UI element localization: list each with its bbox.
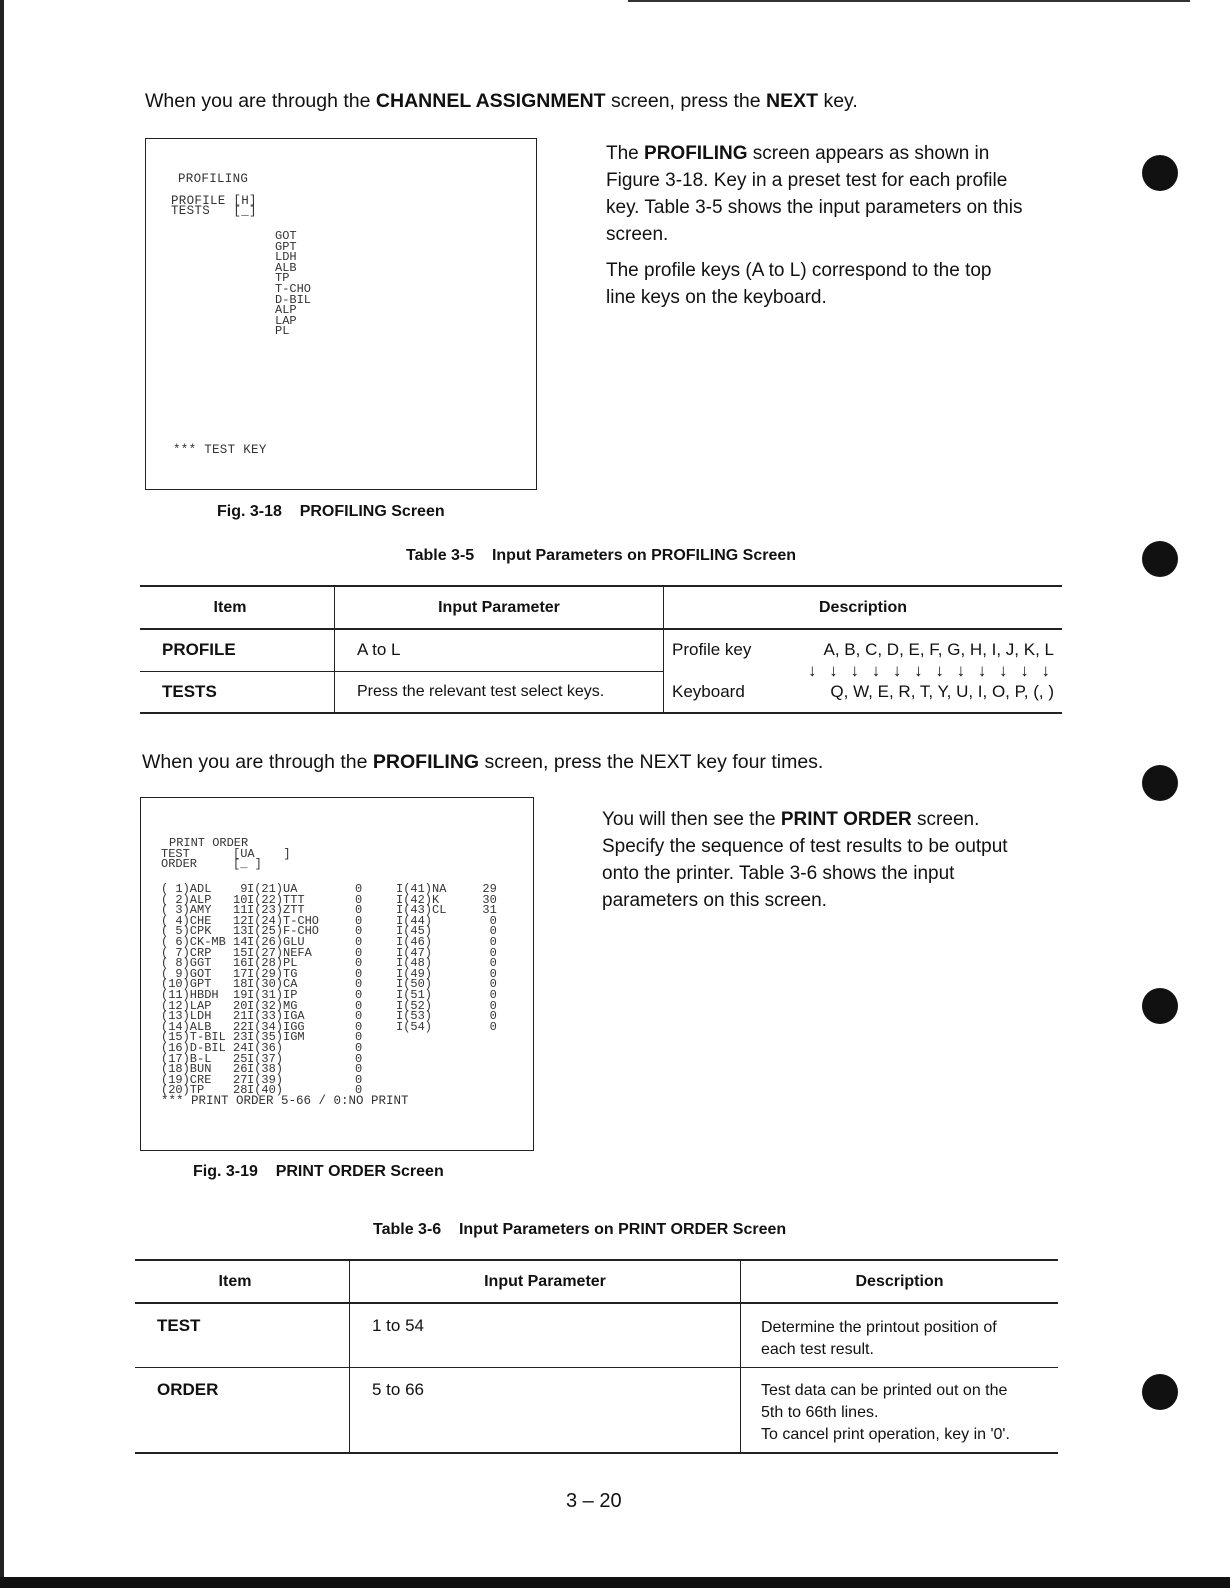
screen-list-item: I(27)NEFA 0 xyxy=(247,945,363,960)
screen-list-item: I(48) 0 xyxy=(396,956,497,971)
screen-list-item: I(50) 0 xyxy=(396,977,497,992)
screen-test-item: GOT xyxy=(275,229,297,243)
screen-list-item: (18)BUN 26 xyxy=(161,1062,248,1077)
screen-list-item: (15)T-BIL 23 xyxy=(161,1030,248,1045)
screen-list-item: I(37) 0 xyxy=(247,1051,363,1066)
left-scan-border xyxy=(0,0,4,1588)
screen-list-item: I(42)K 30 xyxy=(396,892,497,907)
screen-test-item: LAP xyxy=(275,313,297,328)
screen-list-item: I(43)CL 31 xyxy=(396,903,497,918)
screen-list-item: I(29)TG 0 xyxy=(247,966,363,981)
screen-list-item: I(40) 0 xyxy=(247,1083,363,1098)
screen-list-item: ( 5)CPK 13 xyxy=(161,924,248,939)
table36-caption: Table 3-6 Input Parameters on PRINT ORDER Screen xyxy=(373,1221,787,1238)
profiling-description xyxy=(606,140,1026,311)
page-number: 3 – 20 xyxy=(566,1490,622,1512)
keyboard-line: Keyboard Q, W, E, R, T, Y, U, I, O, P, (, ) xyxy=(672,682,1054,701)
item-cell: TESTS xyxy=(140,671,335,713)
screen-list-item: I(52) 0 xyxy=(396,998,497,1013)
screen-list-item: (20)TP 28 xyxy=(161,1083,248,1098)
screen-list-item: I(36) 0 xyxy=(247,1040,363,1055)
item-cell: ORDER xyxy=(135,1367,350,1453)
screen-list-item: (10)GPT 18 xyxy=(161,977,248,992)
screen-list-item: I(33)IGA 0 xyxy=(247,1009,363,1024)
binder-hole-icon xyxy=(1142,155,1178,191)
screen-test-list xyxy=(275,231,311,337)
screen-list-item: I(34)IGG 0 xyxy=(247,1019,363,1034)
screen-list-item: (17)B-L 25 xyxy=(161,1051,248,1066)
screen-profile-field: PROFILE [H] xyxy=(171,194,257,208)
screen-list-item: I(39) 0 xyxy=(247,1072,363,1087)
screen-list-item: I(31)IP 0 xyxy=(247,987,363,1002)
table-3-5 xyxy=(140,585,1062,714)
screen-test-item: PL xyxy=(275,324,290,339)
screen-test-item: D-BIL xyxy=(275,292,312,307)
screen-list-item: ( 6)CK-MB 14 xyxy=(161,934,248,949)
screen-tests-field: TESTS [_] xyxy=(171,204,257,218)
profiling-desc-p1: The PROFILING screen appears as shown in Figure 3-18. Key in a preset test for each profile key. Table 3-5 shows the input parameters on this screen. xyxy=(606,143,1023,245)
screen-test-item: TP xyxy=(275,271,290,286)
header-input-parameter: Input Parameter xyxy=(335,586,664,629)
screen-list-item: I(54) 0 xyxy=(396,1019,497,1034)
top-rule xyxy=(628,0,1190,2)
header-item: Item xyxy=(140,586,335,629)
description-cell: Determine the printout position of each test result. xyxy=(741,1303,1059,1367)
screen-list-item: I(46) 0 xyxy=(396,934,497,949)
screen-title: PROFILING xyxy=(178,172,249,186)
screen-list-item: I(38) 0 xyxy=(247,1062,363,1077)
mapping-arrows: ↓ ↓ ↓ ↓ ↓ ↓ ↓ ↓ ↓ ↓ ↓ ↓ xyxy=(808,661,1054,680)
header-item: Item xyxy=(135,1260,350,1303)
param-cell: Press the relevant test select keys. xyxy=(335,671,664,713)
fig19-caption: Fig. 3-19 PRINT ORDER Screen xyxy=(193,1163,444,1180)
param-cell: 5 to 66 xyxy=(350,1367,741,1453)
table-row xyxy=(135,1367,1058,1453)
screen-list-item: (11)HBDH 19 xyxy=(161,987,248,1002)
item-cell: PROFILE xyxy=(140,629,335,671)
binder-hole-icon xyxy=(1142,541,1178,577)
screen-list-item: ( 7)CRP 15 xyxy=(161,945,248,960)
screen-column-2 xyxy=(247,884,362,1096)
table-header-row xyxy=(135,1260,1058,1303)
screen-test-item: GPT xyxy=(275,239,297,254)
screen-list-item: I(53) 0 xyxy=(396,1009,497,1024)
description-cell xyxy=(664,629,1063,713)
item-cell: TEST xyxy=(135,1303,350,1367)
header-description: Description xyxy=(664,586,1063,629)
table-row xyxy=(140,629,1062,671)
print-order-screen xyxy=(140,797,534,1151)
screen-list-item: I(44) 0 xyxy=(396,913,497,928)
screen-list-item: I(28)PL 0 xyxy=(247,956,363,971)
screen-list-item: I(35)IGM 0 xyxy=(247,1030,363,1045)
screen-list-item: I(45) 0 xyxy=(396,924,497,939)
header-description: Description xyxy=(741,1260,1059,1303)
fig18-caption: Fig. 3-18 PROFILING Screen xyxy=(217,503,445,520)
screen-list-item: I(51) 0 xyxy=(396,987,497,1002)
screen-list-item: ( 2)ALP 10 xyxy=(161,892,248,907)
screen-list-item: I(32)MG 0 xyxy=(247,998,363,1013)
binder-hole-icon xyxy=(1142,765,1178,801)
screen-list-item: ( 3)AMY 11 xyxy=(161,903,248,918)
screen-list-item: I(47) 0 xyxy=(396,945,497,960)
screen-footer: *** PRINT ORDER 5-66 / 0:NO PRINT xyxy=(161,1094,409,1108)
screen-list-item: (12)LAP 20 xyxy=(161,998,248,1013)
screen-footer: *** TEST KEY xyxy=(173,443,267,457)
screen-list-item: (14)ALB 22 xyxy=(161,1019,248,1034)
table-header-row xyxy=(140,586,1062,629)
screen-list-item: I(23)ZTT 0 xyxy=(247,903,363,918)
screen-order-field: ORDER [_ ] xyxy=(161,857,262,872)
param-cell: A to L xyxy=(335,629,664,671)
header-input-parameter: Input Parameter xyxy=(350,1260,741,1303)
screen-list-item: ( 8)GGT 16 xyxy=(161,956,248,971)
profile-key-line: Profile key A, B, C, D, E, F, G, H, I, J, K, L xyxy=(672,640,1054,659)
intro-sentence-2: When you are through the PROFILING screen, press the NEXT key four times. xyxy=(142,751,824,773)
screen-list-item: I(41)NA 29 xyxy=(396,882,497,896)
bottom-scan-border xyxy=(0,1577,1230,1588)
profiling-screen xyxy=(145,138,537,490)
table35-caption: Table 3-5 Input Parameters on PROFILING Screen xyxy=(406,547,797,564)
screen-list-item: (16)D-BIL 24 xyxy=(161,1040,248,1055)
screen-list-item: I(25)F-CHO 0 xyxy=(247,924,363,939)
print-order-description: You will then see the PRINT ORDER screen. Specify the sequence of test results to be output onto the printer. Table 3-6 shows the input parameters on this screen. xyxy=(602,809,1008,911)
profiling-desc-p2: The profile keys (A to L) correspond to the top line keys on the keyboard. xyxy=(606,260,992,308)
screen-list-item: I(22)TTT 0 xyxy=(247,892,363,907)
screen-test-item: ALP xyxy=(275,303,297,318)
intro-sentence-1: When you are through the CHANNEL ASSIGNMENT screen, press the NEXT key. xyxy=(145,90,858,112)
screen-test-item: ALB xyxy=(275,260,297,275)
screen-list-item: I(30)CA 0 xyxy=(247,977,363,992)
table-row xyxy=(135,1303,1058,1367)
screen-list-item: (19)CRE 27 xyxy=(161,1072,248,1087)
screen-list-item: (13)LDH 21 xyxy=(161,1009,248,1024)
screen-list-item: I(26)GLU 0 xyxy=(247,934,363,949)
table-3-6 xyxy=(135,1259,1058,1454)
screen-header xyxy=(161,838,291,870)
screen-test-item: T-CHO xyxy=(275,281,312,296)
screen-list-item: ( 4)CHE 12 xyxy=(161,913,248,928)
screen-list-item: I(24)T-CHO 0 xyxy=(247,913,363,928)
binder-hole-icon xyxy=(1142,988,1178,1024)
screen-test-item: LDH xyxy=(275,250,297,265)
screen-list-item: I(49) 0 xyxy=(396,966,497,981)
screen-title: PRINT ORDER xyxy=(169,836,249,850)
screen-column-1 xyxy=(161,884,247,1096)
screen-column-3 xyxy=(396,884,497,1032)
screen-list-item: ( 9)GOT 17 xyxy=(161,966,248,981)
param-cell: 1 to 54 xyxy=(350,1303,741,1367)
binder-hole-icon xyxy=(1142,1374,1178,1410)
screen-list-item: I(21)UA 0 xyxy=(247,882,363,896)
description-cell: Test data can be printed out on the 5th to 66th lines. To cancel print operation, key in '0'. xyxy=(741,1367,1059,1453)
screen-list-item: ( 1)ADL 9 xyxy=(161,882,248,896)
screen-test-field: TEST [UA ] xyxy=(161,846,291,861)
